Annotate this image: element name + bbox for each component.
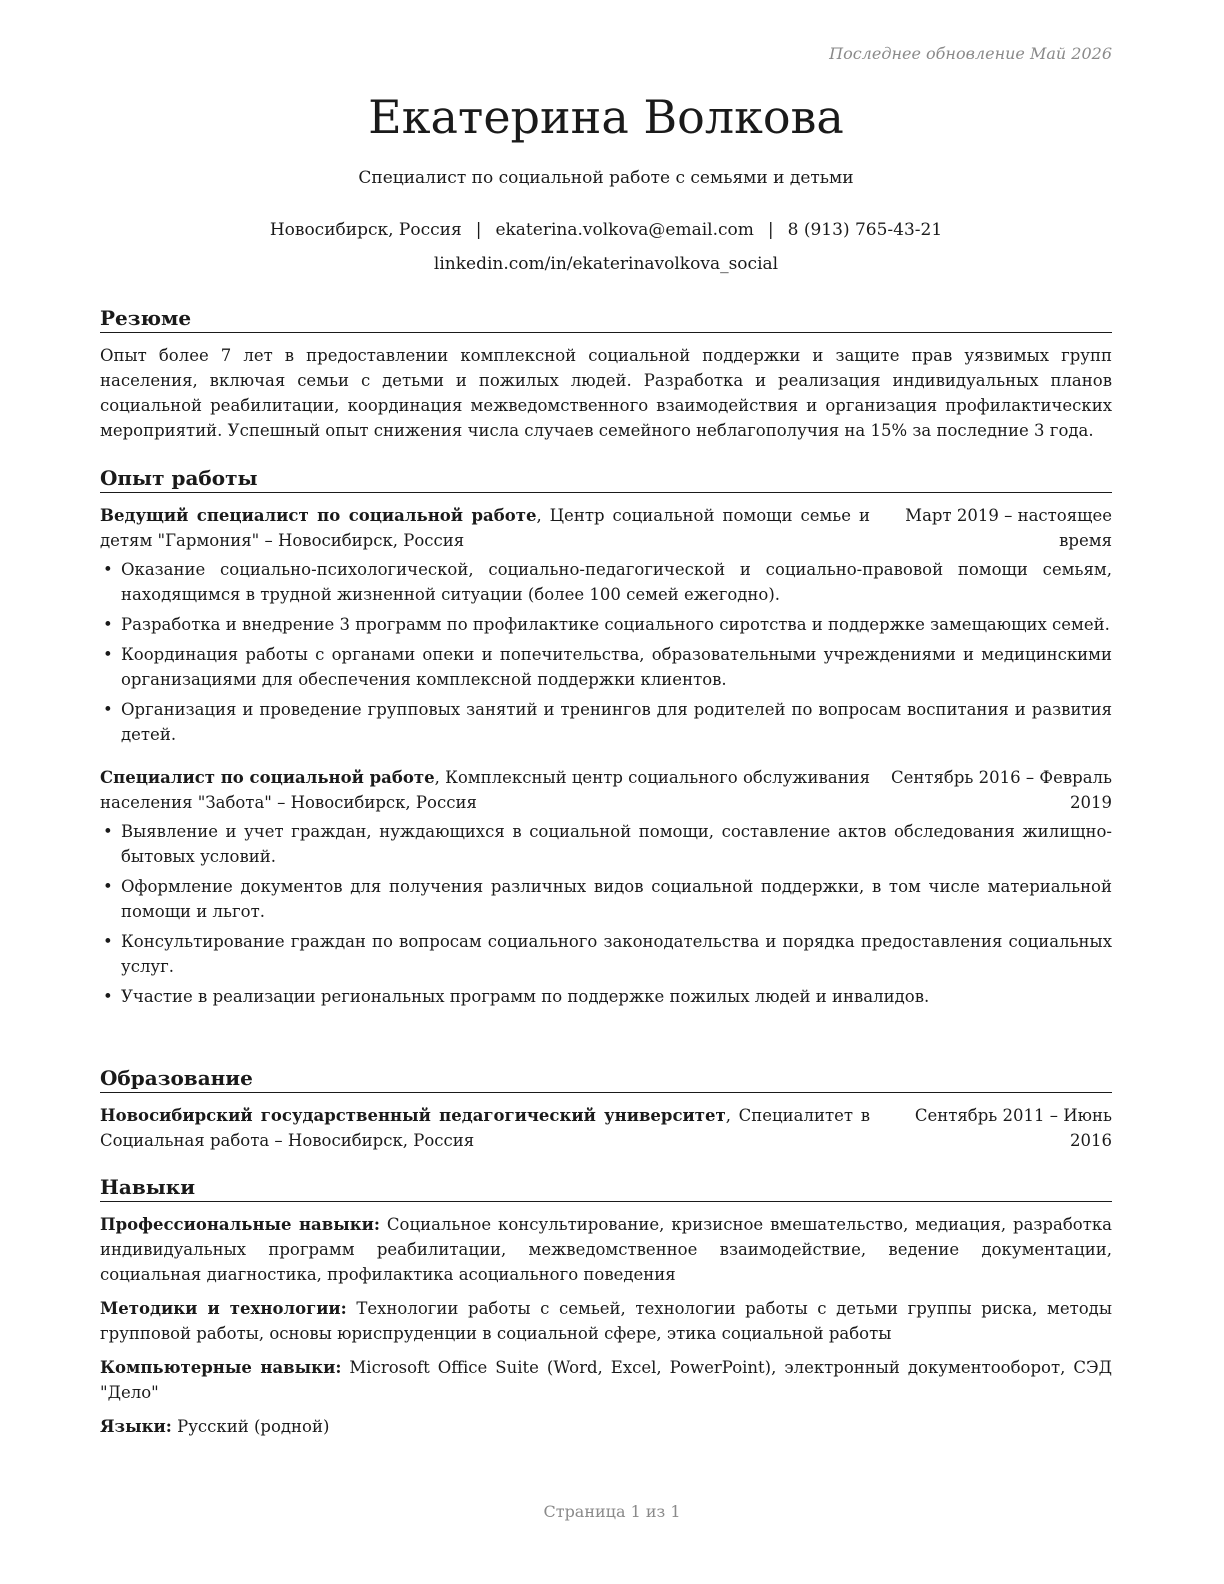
bullet-icon: •: [103, 987, 113, 1006]
phone-text: 8 (913) 765-43-21: [787, 220, 943, 240]
bullet-icon: •: [103, 932, 113, 951]
skill-label: Языки:: [100, 1417, 172, 1436]
skill-label: Методики и технологии:: [100, 1299, 347, 1318]
skill-text: Microsoft Office Suite (Word, Excel, PowerPoint), электронный документооборот, СЭД "Дело": [100, 1358, 1112, 1402]
skills-section: [100, 1174, 1112, 1448]
location-text: Новосибирск, Россия: [269, 220, 462, 240]
separator: |: [767, 220, 774, 240]
education-details: , Специалитет в Социальная работа – Новосибирск, Россия: [100, 1106, 870, 1150]
list-item: • Оказание социально-психологической, социально-педагогической и социально-правовой помощи семьям, находящимся в трудной жизненной ситуации (более 100 семей ежегодно).: [100, 557, 1112, 607]
list-item: • Организация и проведение групповых занятий и тренингов для родителей по вопросам воспитания и развития детей.: [100, 697, 1112, 747]
bullet-icon: •: [103, 645, 113, 664]
list-item: • Координация работы с органами опеки и попечительства, образовательными учреждениями и медицинскими организациями для обеспечения комплексной поддержки клиентов.: [100, 642, 1112, 692]
job-entry: [100, 503, 1112, 747]
section-title-summary: Резюме: [100, 305, 1112, 333]
job-position: Специалист по социальной работе: [100, 768, 435, 787]
education-dates: Сентябрь 2011 – Июнь 2016: [914, 1106, 1112, 1150]
job-dates: Март 2019 – настоящее время: [905, 506, 1112, 550]
linkedin-link[interactable]: linkedin.com/in/ekaterinavolkova_social: [433, 254, 779, 274]
skill-label: Компьютерные навыки:: [100, 1358, 342, 1377]
section-title-experience: Опыт работы: [100, 465, 1112, 493]
skill-row: [100, 1212, 1112, 1287]
job-bullets: [100, 557, 1112, 747]
contact-line: [100, 220, 1112, 240]
skill-text: Русский (родной): [171, 1417, 330, 1436]
job-bullets: [100, 819, 1112, 1009]
list-item: • Выявление и учет граждан, нуждающихся в социальной помощи, составление актов обследования жилищно-бытовых условий.: [100, 819, 1112, 869]
job-entry: [100, 765, 1112, 1009]
skill-text: Социальное консультирование, кризисное вмешательство, медиация, разработка индивидуальных программ реабилитации, межведомственное взаимодействие, ведение документации, социальная диагностика, профилактика асоциального поведения: [100, 1215, 1112, 1284]
candidate-name: Екатерина Волкова: [368, 90, 844, 144]
section-title-skills: Навыки: [100, 1174, 1112, 1202]
education-entry: [100, 1103, 1112, 1153]
job-position: Ведущий специалист по социальной работе: [100, 506, 537, 525]
job-organization: , Центр социальной помощи семье и детям "Гармония" – Новосибирск, Россия: [100, 506, 871, 550]
list-item: • Разработка и внедрение 3 программ по профилактике социального сиротства и поддержке замещающих семей.: [100, 612, 1112, 637]
skill-text: Технологии работы с семьей, технологии работы с детьми группы риска, методы групповой работы, основы юриспруденции в социальной сфере, этика социальной работы: [100, 1299, 1112, 1343]
bullet-icon: •: [103, 560, 113, 579]
bullet-icon: •: [103, 822, 113, 841]
list-item: • Участие в реализации региональных программ по поддержке пожилых людей и инвалидов.: [100, 984, 1112, 1009]
email-link[interactable]: ekaterina.volkova@email.com: [495, 220, 754, 240]
bullet-icon: •: [103, 877, 113, 896]
bullet-icon: •: [103, 700, 113, 719]
bullet-icon: •: [103, 615, 113, 634]
job-dates: Сентябрь 2016 – Февраль 2019: [891, 768, 1112, 812]
job-header: [100, 503, 1112, 553]
section-title-education: Образование: [100, 1065, 1112, 1093]
education-section: [100, 1065, 1112, 1153]
list-item: • Консультирование граждан по вопросам социального законодательства и порядка предоставления социальных услуг.: [100, 929, 1112, 979]
summary-text: Опыт более 7 лет в предоставлении комплексной социальной поддержки и защите прав уязвимых групп населения, включая семьи с детьми и пожилых людей. Разработка и реализация индивидуальных планов социальной реабилитации, координация межведомственного взаимодействия и организация профилактических мероприятий. Успешный опыт снижения числа случаев семейного неблагополучия на 15% за последние 3 года.: [100, 346, 1112, 440]
skill-row: [100, 1414, 1112, 1439]
separator: |: [475, 220, 482, 240]
school-name: Новосибирский государственный педагогический университет: [100, 1106, 726, 1125]
job-header: [100, 765, 1112, 815]
skill-label: Профессиональные навыки:: [100, 1215, 380, 1234]
page-number: Страница 1 из 1: [543, 1502, 681, 1521]
experience-section: [100, 465, 1112, 1014]
summary-section: [100, 305, 1112, 443]
candidate-subtitle: Специалист по социальной работе с семьями и детьми: [358, 168, 854, 188]
last-updated-note: Последнее обновление Май 2026: [829, 44, 1112, 63]
job-organization: , Комплексный центр социального обслуживания населения "Забота" – Новосибирск, Россия: [100, 768, 870, 812]
skill-row: [100, 1296, 1112, 1346]
skill-row: [100, 1355, 1112, 1405]
list-item: • Оформление документов для получения различных видов социальной поддержки, в том числе материальной помощи и льгот.: [100, 874, 1112, 924]
